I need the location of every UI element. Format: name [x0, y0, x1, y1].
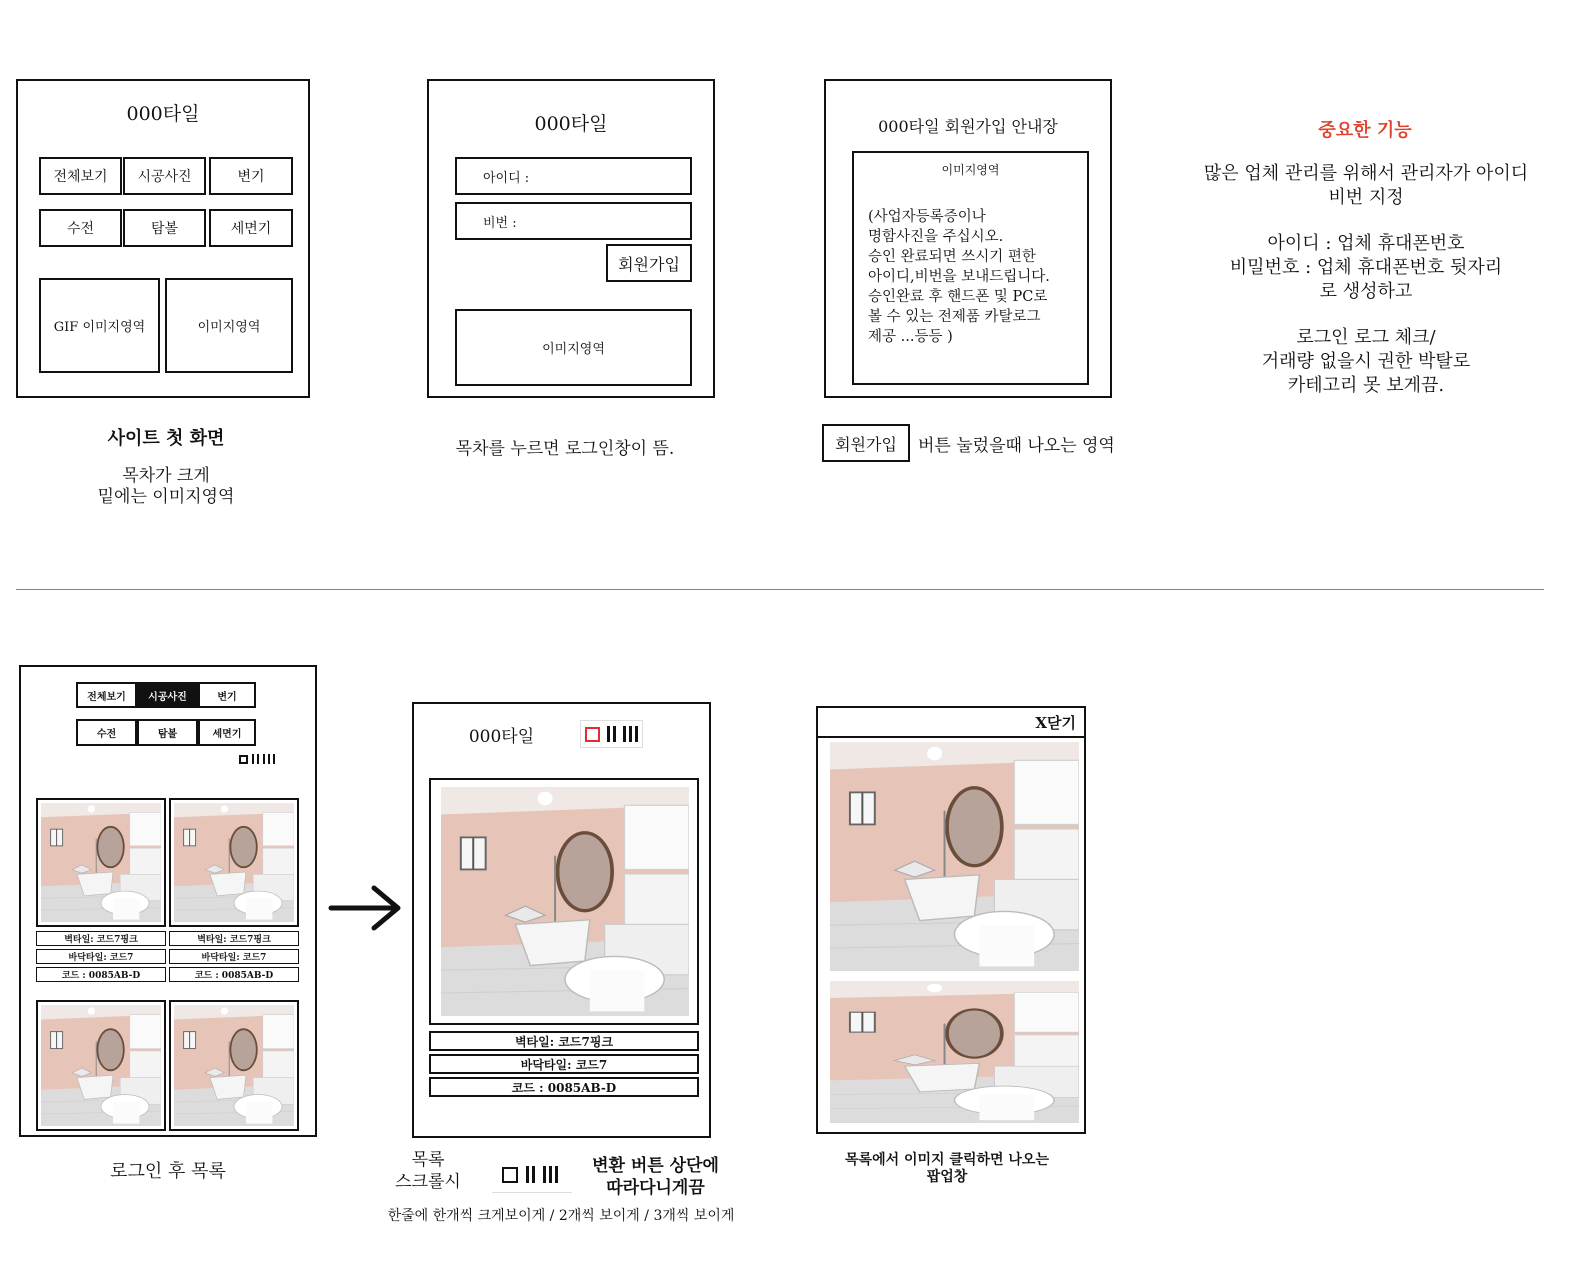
toggle-note-bottom: 한줄에 한개씩 크게보이게 / 2개씩 보이게 / 3개씩 보이게: [387, 1208, 735, 1224]
bathroom-photo: [441, 787, 689, 1016]
large-photo-frame[interactable]: [429, 778, 699, 1025]
bathroom-photo: [41, 803, 161, 922]
view-toggle[interactable]: [239, 754, 275, 764]
popup-header-divider: [818, 736, 1084, 738]
id-field[interactable]: 아이디 :: [455, 157, 692, 195]
guide-body: (사업자등록증이나 명함사진을 주십시오. 승인 완료되면 쓰시기 편한 아이디,비번을 보내드립니다. 승인완료 후 핸드폰 및 PC로 볼 수 있는 전제품 카탈로그 제공 ...등등 ): [868, 209, 1050, 345]
menu-toilet[interactable]: 변기: [209, 157, 293, 195]
three-column-icon[interactable]: [263, 754, 275, 764]
toggle-note-right: 변환 버튼 상단에 따라다니게끔: [592, 1156, 719, 1198]
site-title: 000타일: [468, 727, 535, 747]
two-column-icon[interactable]: [252, 754, 259, 764]
popup-panel: [816, 706, 1086, 1134]
site-title: 000타일: [126, 103, 200, 125]
caption-title: 사이트 첫 화면: [107, 428, 225, 449]
signup-caption: 버튼 눌렀을때 나오는 영역: [918, 436, 1115, 456]
three-column-icon[interactable]: [623, 726, 638, 742]
gif-image-area: GIF 이미지영역: [39, 278, 160, 373]
note-p1: 많은 업체 관리를 위해서 관리자가 아이디 비번 지정: [1203, 163, 1529, 208]
bathroom-photo: [174, 803, 294, 922]
image-area: 이미지영역: [455, 309, 692, 386]
section-divider: [16, 589, 1544, 590]
toggle-note-left: 목록 스크롤시: [395, 1150, 461, 1192]
menu-washbasin[interactable]: 세면기: [209, 209, 293, 247]
view-toggle-sample: [492, 1157, 572, 1193]
bathroom-photo: [830, 981, 1079, 1123]
bathroom-photo: [830, 742, 1079, 971]
home-screen-panel: [16, 79, 310, 398]
site-title: 000타일: [534, 113, 608, 135]
image-area: 이미지영역: [165, 278, 293, 373]
list-item-photo[interactable]: [36, 798, 166, 927]
caption-body: 목차가 크게 밑에는 이미지영역: [97, 466, 235, 507]
login-panel: [427, 79, 715, 398]
menu-toilet[interactable]: 변기: [198, 682, 256, 708]
single-column-icon[interactable]: [585, 727, 600, 742]
list-item-photo[interactable]: [36, 1000, 166, 1131]
arrow-right-icon: [328, 884, 404, 932]
bathroom-photo: [41, 1005, 161, 1126]
wall-tile-label: 벽타일: 코드7핑크: [169, 931, 299, 946]
password-field[interactable]: 비번 :: [455, 202, 692, 240]
image-area: 이미지영역: [941, 163, 1000, 177]
menu-construction-photos[interactable]: 시공사진: [123, 157, 206, 195]
bathroom-photo: [174, 1005, 294, 1126]
signup-guide-panel: [824, 79, 1112, 398]
popup-caption: 목록에서 이미지 클릭하면 나오는 팝업창: [845, 1152, 1049, 1185]
list-item-photo[interactable]: [169, 798, 299, 927]
menu-washbasin[interactable]: 세면기: [198, 719, 256, 746]
two-column-icon: [526, 1166, 535, 1183]
wall-tile-label: 벽타일: 코드7핑크: [36, 931, 166, 946]
popup-photo: [830, 742, 1079, 971]
menu-faucet[interactable]: 수전: [39, 209, 122, 247]
popup-photo: [830, 981, 1079, 1123]
single-column-icon[interactable]: [239, 755, 248, 764]
list-item-photo[interactable]: [169, 1000, 299, 1131]
menu-construction-photos[interactable]: 시공사진: [137, 682, 198, 708]
single-column-icon: [502, 1167, 518, 1183]
guide-content-box: [852, 151, 1089, 385]
signup-button-sample: 회원가입: [822, 424, 910, 462]
wall-tile-label: 벽타일: 코드7핑크: [429, 1031, 699, 1051]
two-column-icon[interactable]: [607, 726, 616, 742]
note-p3: 로그인 로그 체크/ 거래량 없을시 권한 박탈로 카테고리 못 보게끔.: [1261, 327, 1471, 396]
list-panel: [19, 665, 317, 1137]
menu-faucet[interactable]: 수전: [76, 719, 137, 746]
close-button[interactable]: X닫기: [1035, 714, 1076, 732]
important-heading: 중요한 기능: [1318, 120, 1412, 141]
menu-tambol[interactable]: 탐볼: [123, 209, 206, 247]
guide-title: 000타일 회원가입 안내장: [878, 117, 1058, 136]
single-view-panel: [412, 702, 711, 1138]
floor-tile-label: 바닥타일: 코드7: [169, 949, 299, 964]
list-caption: 로그인 후 목록: [110, 1161, 226, 1182]
product-code-label: 코드 : 0085AB-D: [429, 1077, 699, 1097]
menu-all[interactable]: 전체보기: [39, 157, 122, 195]
floor-tile-label: 바닥타일: 코드7: [429, 1054, 699, 1074]
floor-tile-label: 바닥타일: 코드7: [36, 949, 166, 964]
product-code-label: 코드 : 0085AB-D: [36, 967, 166, 982]
note-p2: 아이디 : 업체 휴대폰번호 비밀번호 : 업체 휴대폰번호 뒷자리 로 생성하고: [1229, 233, 1503, 302]
menu-tambol[interactable]: 탐볼: [137, 719, 198, 746]
signup-button[interactable]: 회원가입: [606, 244, 692, 282]
login-caption: 목차를 누르면 로그인창이 뜸.: [455, 439, 675, 459]
menu-all[interactable]: 전체보기: [76, 682, 137, 708]
product-code-label: 코드 : 0085AB-D: [169, 967, 299, 982]
three-column-icon: [543, 1166, 558, 1183]
view-toggle[interactable]: [580, 720, 643, 748]
